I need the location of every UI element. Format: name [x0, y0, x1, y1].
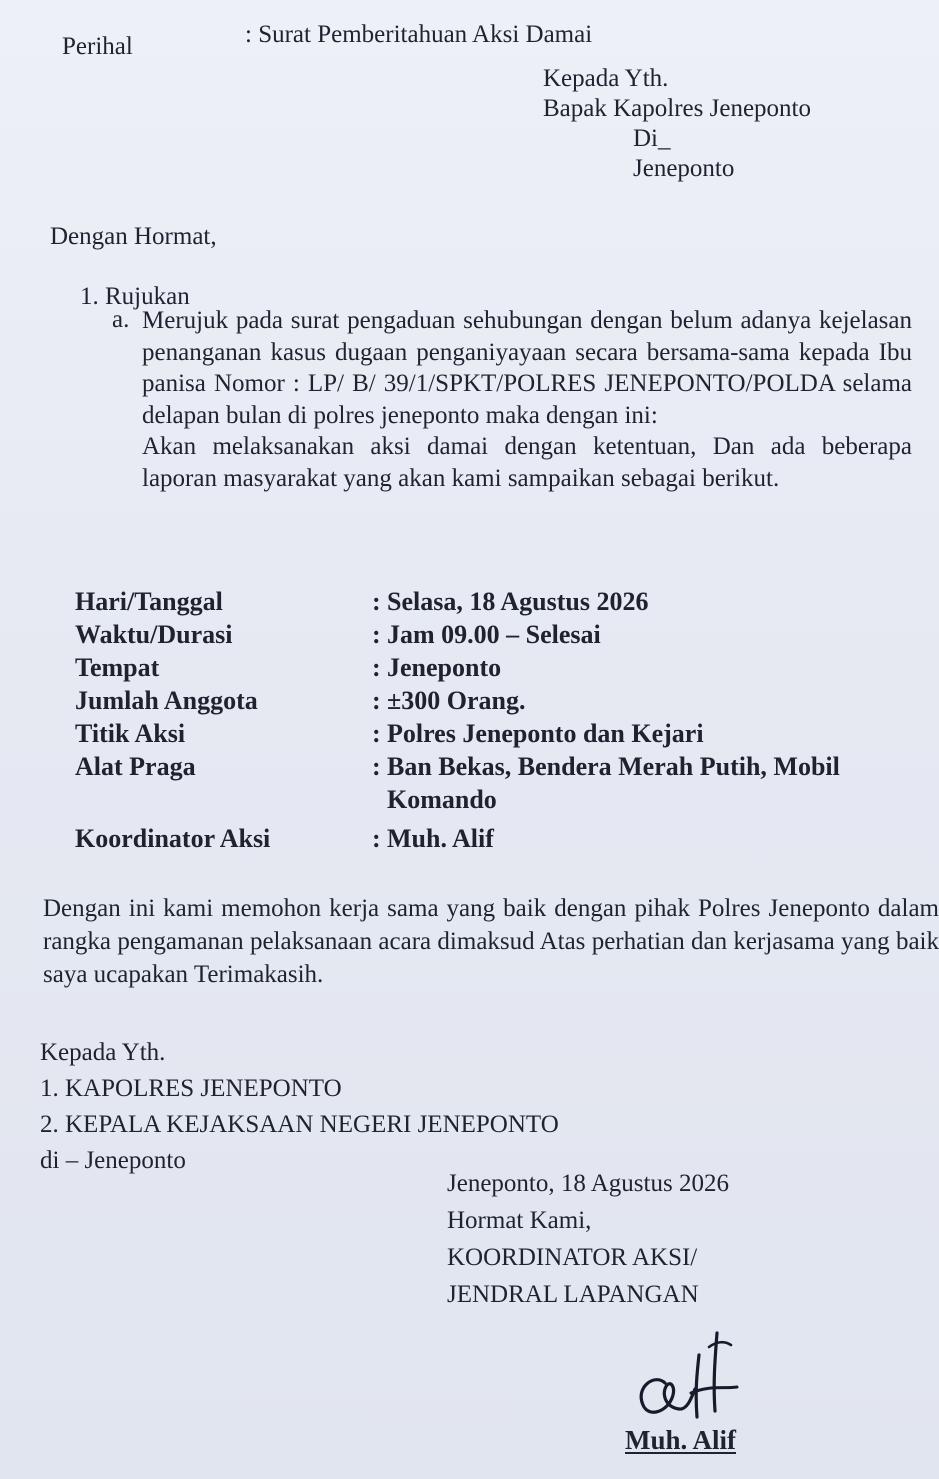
signature-block [447, 1165, 729, 1313]
detail-value: Polres Jeneponto dan Kejari [387, 719, 704, 748]
detail-colon: : [372, 620, 381, 649]
detail-row-location [75, 717, 935, 750]
detail-row-time [75, 618, 935, 651]
detail-label: Waktu/Durasi [75, 620, 233, 649]
greeting: Dengan Hormat, [50, 223, 217, 250]
detail-colon: : [372, 719, 381, 748]
signer-title-2: JENDRAL LAPANGAN [447, 1281, 699, 1308]
detail-row-members [75, 684, 935, 717]
recipient-address [543, 64, 811, 184]
signer-title-1: KOORDINATOR AKSI/ [447, 1244, 698, 1271]
recipient-item-2: 2. KEPALA KEJAKSAAN NEGERI JENEPONTO [40, 1111, 559, 1138]
detail-colon: : [372, 653, 381, 682]
recipients-location: di – Jeneponto [40, 1147, 186, 1174]
address-line-4: Jeneponto [633, 155, 735, 182]
detail-value: Jam 09.00 – Selesai [387, 620, 601, 649]
reference-body [112, 305, 912, 494]
detail-row-coordinator [75, 822, 935, 855]
recipients-heading: Kepada Yth. [40, 1039, 166, 1066]
detail-colon: : [372, 587, 381, 616]
reference-heading: 1. Rujukan [80, 283, 190, 310]
closing-paragraph: Dengan ini kami memohon kerja sama yang baik dengan pihak Polres Jeneponto dalam rangka pengamanan pelaksanaan acara dimaksud Atas perhatian dan kerjasama yang baik saya ucapakan Terimakasih. [43, 895, 939, 988]
detail-colon: : [372, 824, 381, 853]
action-details [75, 585, 935, 855]
reference-letter: a. [112, 306, 130, 333]
address-line-1: Kepada Yth. [543, 65, 669, 92]
detail-label: Alat Praga [75, 752, 196, 781]
detail-label: Hari/Tanggal [75, 587, 223, 616]
detail-value: Selasa, 18 Agustus 2026 [387, 587, 649, 616]
detail-value: ±300 Orang. [387, 686, 526, 715]
address-line-3: Di_ [633, 125, 671, 152]
detail-value: Jeneponto [387, 653, 502, 682]
place-date: Jeneponto, 18 Agustus 2026 [447, 1170, 729, 1197]
detail-label: Titik Aksi [75, 719, 186, 748]
salutation: Hormat Kami, [447, 1207, 592, 1234]
detail-value: Muh. Alif [387, 824, 494, 853]
detail-label: Jumlah Anggota [75, 686, 258, 715]
detail-row-place [75, 651, 935, 684]
reference-paragraph-1: Merujuk pada surat pengaduan sehubungan dengan belum adanya kejelasan penanganan kasus dugaan penganiyayaan secara bersama-sama kepada Ibu panisa Nomor : LP/ B/ 39/1/SPKT/POLRES JENEPONTO/POLDA selama delapan bulan di polres jeneponto maka dengan ini: [142, 307, 912, 429]
detail-value: Ban Bekas, Bendera Merah Putih, Mobil Komando [387, 752, 840, 814]
perihal-value: : Surat Pemberitahuan Aksi Damai [245, 21, 593, 48]
detail-row-props [75, 750, 935, 816]
detail-label: Koordinator Aksi [75, 824, 271, 853]
detail-colon: : [372, 752, 381, 781]
detail-label: Tempat [75, 653, 160, 682]
address-line-2: Bapak Kapolres Jeneponto [543, 95, 811, 122]
detail-colon: : [372, 686, 381, 715]
reference-paragraph-2: Akan melaksanakan aksi damai dengan ketentuan, Dan ada beberapa laporan masyarakat yang akan kami sampaikan sebagai berikut. [142, 433, 912, 492]
signer-name: Muh. Alif [625, 1425, 737, 1455]
perihal-label: Perihal [62, 33, 133, 60]
detail-row-date [75, 585, 935, 618]
recipient-item-1: 1. KAPOLRES JENEPONTO [40, 1075, 342, 1102]
handwritten-signature [625, 1325, 765, 1425]
recipients-block [40, 1035, 559, 1179]
